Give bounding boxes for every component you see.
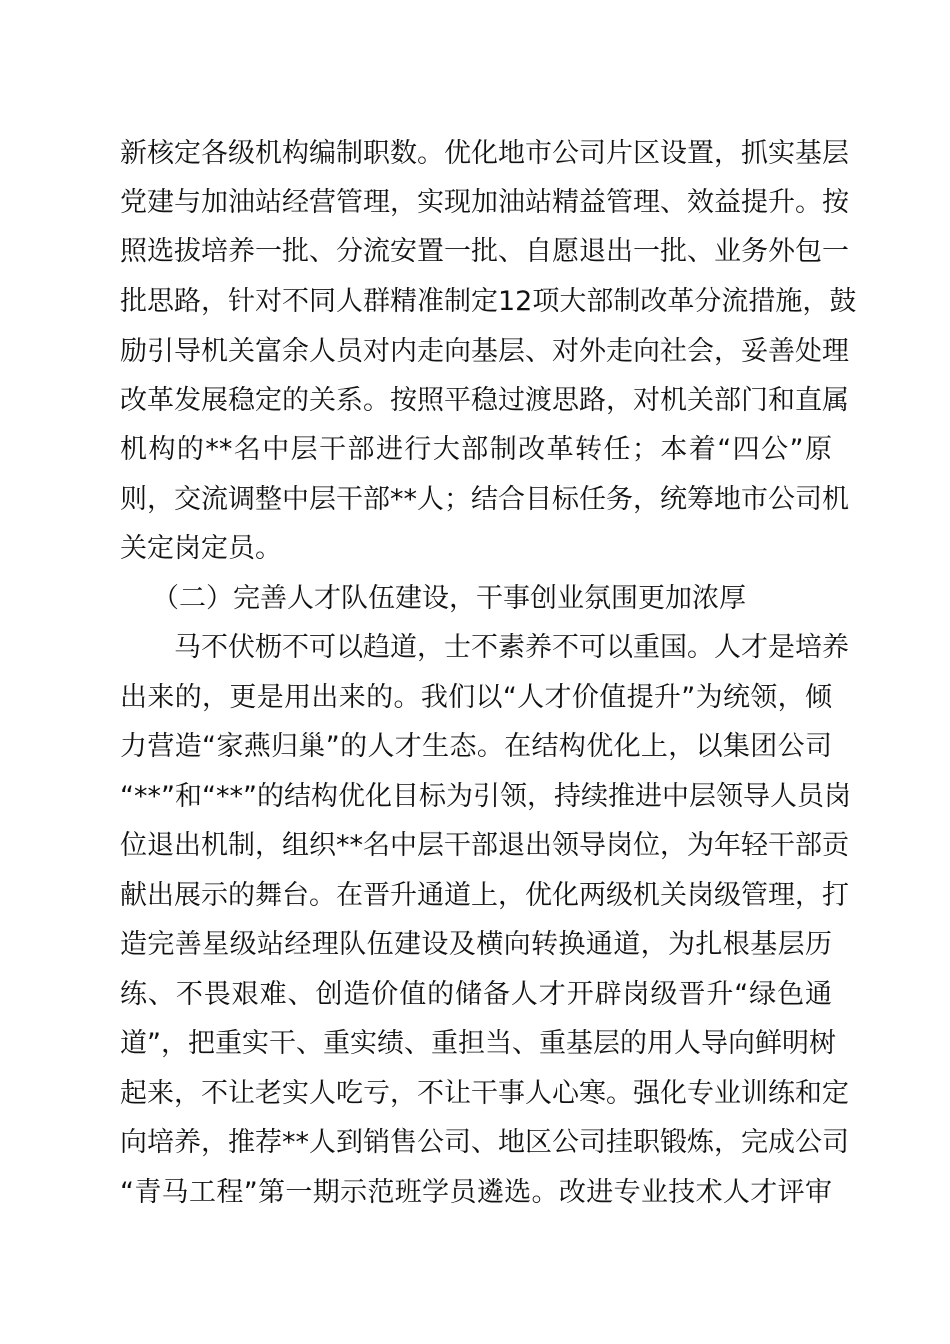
paragraph-line: “青马工程”第一期示范班学员遴选。改进专业技术人才评审 — [120, 1177, 832, 1208]
paragraph-line: 批思路，针对不同人群精准制定12项大部制改革分流措施，鼓 — [120, 286, 857, 317]
paragraph-line: 照选拔培养一批、分流安置一批、自愿退出一批、业务外包一 — [120, 236, 849, 267]
paragraph-line: 新核定各级机构编制职数。优化地市公司片区设置，抓实基层 — [120, 138, 849, 169]
paragraph-line: 力营造“家燕归巢”的人才生态。在结构优化上，以集团公司 — [120, 731, 832, 762]
paragraph-line: 党建与加油站经营管理，实现加油站精益管理、效益提升。按 — [120, 187, 849, 218]
paragraph-line: “**”和“**”的结构优化目标为引领，持续推进中层领导人员岗 — [120, 781, 851, 812]
paragraph-line-last: 关定岗定员。 — [120, 533, 282, 564]
paragraph-line: 起来，不让老实人吃亏，不让干事人心寒。强化专业训练和定 — [120, 1078, 849, 1109]
paragraph-line: 改革发展稳定的关系。按照平稳过渡思路，对机关部门和直属 — [120, 385, 849, 416]
paragraph-line: 献出展示的舞台。在晋升通道上，优化两级机关岗级管理，打 — [120, 880, 849, 911]
paragraph-line: 出来的，更是用出来的。我们以“人才价值提升”为统领，倾 — [120, 682, 832, 713]
section-heading: （二）完善人才队伍建设，干事创业氛围更加浓厚 — [152, 583, 746, 614]
paragraph-line: 造完善星级站经理队伍建设及横向转换通道，为扎根基层历 — [120, 929, 832, 960]
paragraph-line: 练、不畏艰难、创造价值的储备人才开辟岗级晋升“绿色通 — [120, 979, 832, 1010]
paragraph-line: 机构的**名中层干部进行大部制改革转任；本着“四公”原 — [120, 434, 832, 465]
paragraph-line: 道”，把重实干、重实绩、重担当、重基层的用人导向鲜明树 — [120, 1028, 836, 1059]
paragraph-line: 位退出机制，组织**名中层干部退出领导岗位，为年轻干部贡 — [120, 830, 849, 861]
paragraph-line: 励引导机关富余人员对内走向基层、对外走向社会，妥善处理 — [120, 336, 849, 367]
paragraph-line: 则，交流调整中层干部**人；结合目标任务，统筹地市公司机 — [120, 484, 849, 515]
paragraph-line: 向培养，推荐**人到销售公司、地区公司挂职锻炼，完成公司 — [120, 1127, 849, 1158]
paragraph-line-first: 马不伏枥不可以趋道，士不素养不可以重国。人才是培养 — [174, 632, 849, 663]
